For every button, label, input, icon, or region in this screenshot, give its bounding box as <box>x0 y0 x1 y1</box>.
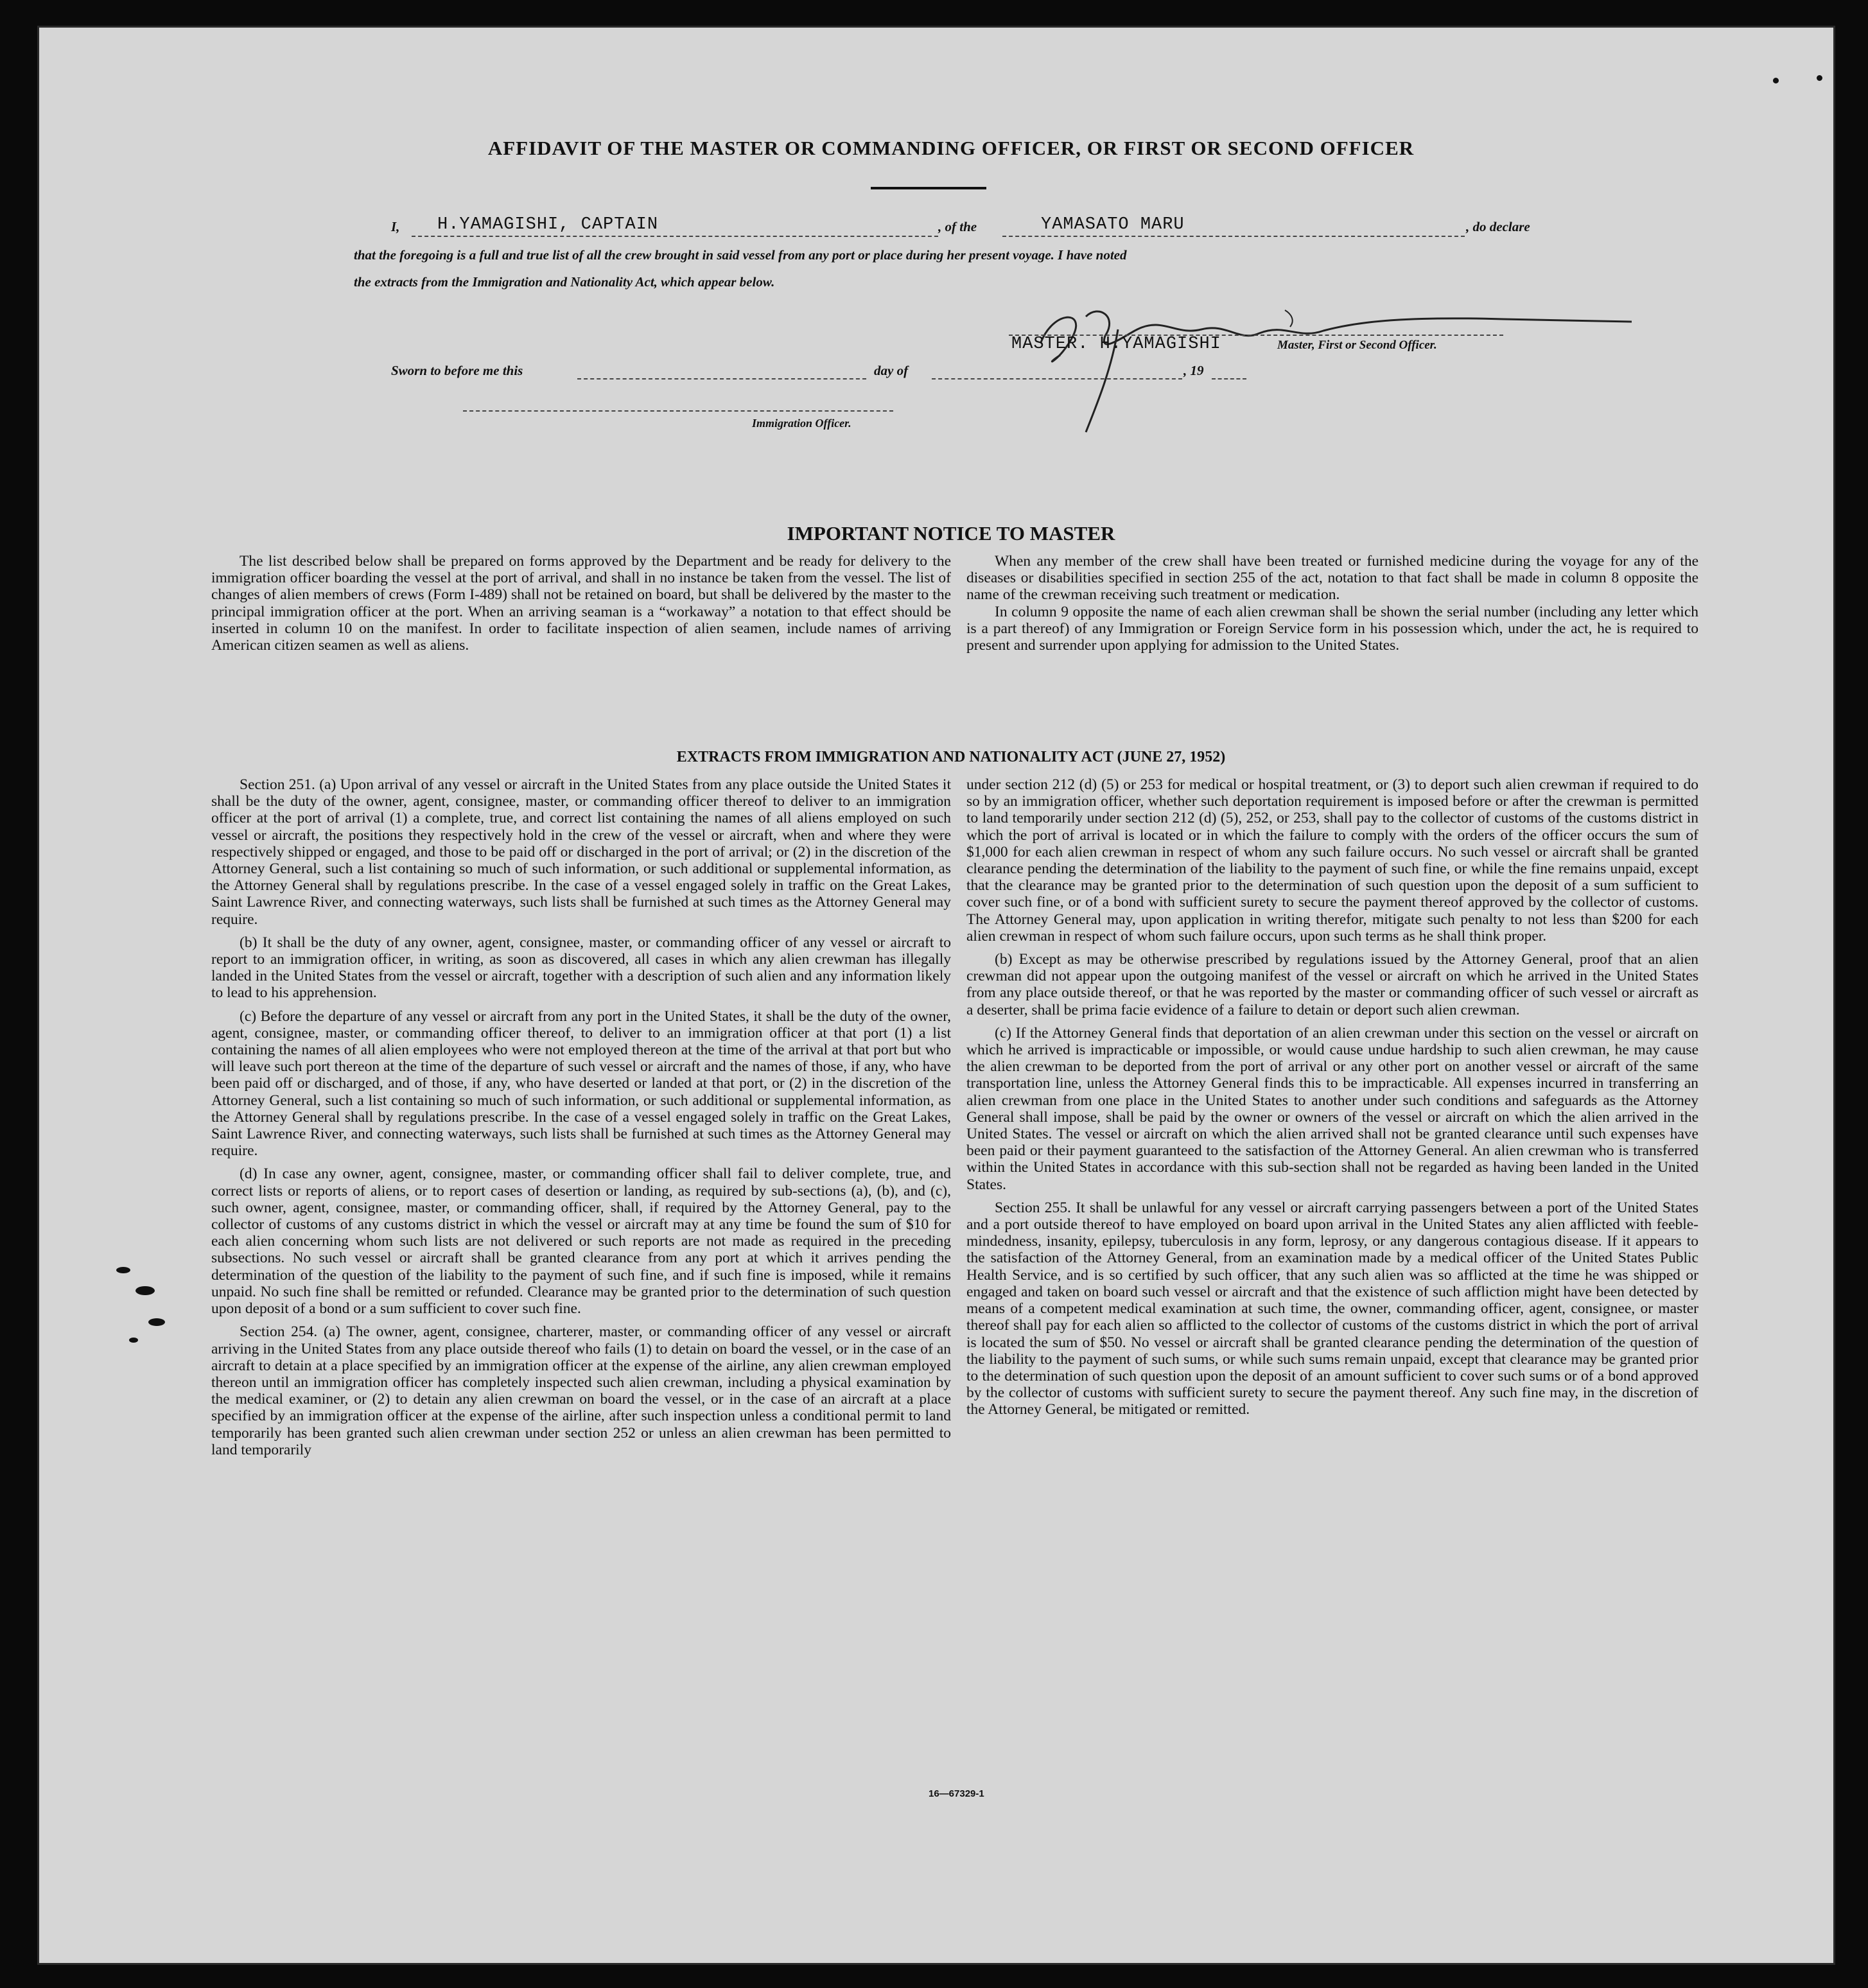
scan-speck <box>1773 78 1779 83</box>
scan-speck <box>1817 75 1822 81</box>
signature-typed: MASTER. H.YAMAGISHI <box>1011 335 1221 354</box>
i-label: I, <box>391 219 400 234</box>
section-255: Section 255. It shall be unlawful for any vessel or aircraft carrying passengers between a port of the United States and a port outside thereof to have employed on board upon arrival in the United States any alien afflicted with feeble-mindedness, insanity, epilepsy, tuberculosis in any form, leprosy, or any dangerous contagious disease. If it appears to the satisfaction of the Attorney General, from an examination made by a medical officer of the United States Public Health Service, and is so certified by such officer, that any such alien was so afflicted at the time he was shipped or engaged and taken on board such vessel or aircraft and that the existence of such affliction might have been detected by means of a competent medical examination at such time, the owner, commanding officer, agent, consignee, or master thereof shall pay for each alien so afflicted to the collector of customs of the customs district in which the port of arrival is located the sum of $50. No vessel or aircraft shall be granted clearance pending the determination of the question of the liability to the payment of such sums, or while such sums remain unpaid, except that clearance may be granted prior to the determination of such question upon the deposit of an amount sufficient to cover such sums or of a bond approved by the collector of customs with sufficient surety to secure the payment thereof. Any such fine may, in the discretion of the Attorney General, be mitigated or remitted. <box>966 1199 1698 1418</box>
declarant-typed: H.YAMAGISHI, CAPTAIN <box>437 215 659 234</box>
notice-left-column <box>211 553 951 654</box>
notice-right-paragraph-1: When any member of the crew shall have been treated or furnished medicine during the voyage for any of the diseases or disabilities specified in section 255 of the act, notation to that fact shall be made in column 8 opposite the name of the crewman receiving such treatment or medication. <box>966 553 1698 604</box>
ink-smudge <box>129 1338 138 1343</box>
notice-right-column <box>966 553 1698 654</box>
section-251b: (b) It shall be the duty of any owner, agent, consignee, master, or commanding officer of any vessel or aircraft to report to an immigration officer, in writing, as soon as discovered, all cases in which any alien crewman has illegally landed in the United States from the vessel or aircraft, together with a description of such alien and any information likely to lead to his apprehension. <box>211 934 951 1002</box>
declaration-line-3: the extracts from the Immigration and Nationality Act, which appear below. <box>354 274 775 290</box>
ink-smudge <box>116 1267 130 1273</box>
title-underline <box>871 187 986 189</box>
ink-smudge <box>148 1318 165 1326</box>
sworn-year-blank <box>1212 378 1246 379</box>
extracts-left-column <box>211 776 951 1465</box>
section-254a: Section 254. (a) The owner, agent, consignee, charterer, master, or commanding officer of any vessel or aircraft arriving in the United States from any place outside thereof who fails (1) to detain on board the vessel, or in the case of an aircraft to detain at a place specified by an immigration officer at the expense of the airline, any alien crewman employed thereon until an immigration officer has completely inspected such alien crewman, including a physical examination by the medical examiner, or (2) to detain any alien crewman on board the vessel, or in the case of an aircraft at a place specified by an immigration officer at the expense of the airline, after such inspection unless a conditional permit to land temporarily has been granted such alien crewman under section 252 or unless an alien crewman has been permitted to land temporarily <box>211 1323 951 1458</box>
ink-smudge <box>135 1286 155 1295</box>
extracts-right-column <box>966 776 1698 1425</box>
sworn-label: Sworn to before me this <box>391 363 523 378</box>
vessel-typed: YAMASATO MARU <box>1041 215 1185 234</box>
form-number: 16—67329-1 <box>929 1788 984 1799</box>
signature-caption: Master, First or Second Officer. <box>1277 338 1437 352</box>
of-the-label: , of the <box>938 219 977 234</box>
sworn-day-blank <box>577 378 866 379</box>
sworn-month-blank <box>932 378 1182 379</box>
affidavit-title: AFFIDAVIT OF THE MASTER OR COMMANDING OFFICER, OR FIRST OR SECOND OFFICER <box>487 137 1415 159</box>
officer-caption: Immigration Officer. <box>752 417 851 430</box>
document-page <box>37 26 1835 1965</box>
section-251a: Section 251. (a) Upon arrival of any vessel or aircraft in the United States from any place outside the United States it shall be the duty of the owner, agent, consignee, master, or commanding officer thereof to deliver to an immigration officer at the port of arrival (1) a complete, true, and correct list containing the names of all aliens employed on such vessel or aircraft, the positions they respectively hold in the crew of the vessel or aircraft, when and where they were respectively shipped or engaged, and those to be paid off or discharged in the port of arrival; or (2) in the discretion of the Attorney General, such a list containing so much of such information, or such additional or supplemental information, as the Attorney General shall by regulations prescribe. In the case of a vessel engaged solely in traffic on the Great Lakes, Saint Lawrence River, and connecting waterways, such lists shall be furnished at such times as the Attorney General may require. <box>211 776 951 928</box>
notice-title: IMPORTANT NOTICE TO MASTER <box>787 522 1115 545</box>
vessel-blank <box>1002 236 1465 237</box>
officer-signature-blank <box>463 410 893 412</box>
declaration-line-2: that the foregoing is a full and true list of all the crew brought in said vessel from any port or place during her present voyage. I have noted <box>354 247 1127 263</box>
declarant-blank <box>412 236 938 237</box>
section-254b: (b) Except as may be otherwise prescribed by regulations issued by the Attorney General, proof that an alien crewman did not appear upon the outgoing manifest of the vessel or aircraft on which he arrived in the United States from any place outside thereof, or that he was reported by the master or commanding officer of such vessel or aircraft as a deserter, shall be prima facie evidence of a failure to detain or deport such alien crewman. <box>966 951 1698 1018</box>
section-251c: (c) Before the departure of any vessel or aircraft from any port in the United States, it shall be the duty of the owner, agent, consignee, master, or commanding officer thereof, to deliver to an immigration officer at that port (1) a list containing the names of all alien employees who were not employed thereon at the time of the arrival at that port but who will leave such port thereon at the time of the departure of such vessel or aircraft and the names of those, if any, who have been paid off or discharged, and of those, if any, who have deserted or landed at that port, or (2) in the discretion of the Attorney General, such a list containing so much of such information, or such additional or supplemental information, as the Attorney General shall by regulations prescribe. In the case of a vessel engaged solely in traffic on the Great Lakes, Saint Lawrence River, and connecting waterways, such lists shall be furnished at such times as the Attorney General may require. <box>211 1007 951 1160</box>
year-label: , 19 <box>1183 363 1204 378</box>
handwritten-signature <box>1015 291 1645 439</box>
notice-left-paragraph: The list described below shall be prepared on forms approved by the Department and be ready for delivery to the immigration officer boarding the vessel at the port of arrival, and shall in no instance be taken from the vessel. The list of changes of alien members of crews (Form I-489) shall not be retained on board, but shall be delivered by the master to the principal immigration officer at the port. When an arriving seaman is a “workaway” a notation to that effect should be inserted in column 10 on the manifest. In order to facilitate inspection of alien seamen, include names of arriving American citizen seamen as well as aliens. <box>211 553 951 654</box>
section-254c: (c) If the Attorney General finds that deportation of an alien crewman under this section on the vessel or aircraft on which he arrived is impracticable or impossible, or would cause undue hardship to such alien crewman, he may cause the alien crewman to be deported from the port of arrival or any other port on another vessel or aircraft of the same transportation line, unless the Attorney General finds this to be impracticable. All expenses incurred in transferring an alien crewman from one place in the United States to another under such conditions and safeguards as the Attorney General shall impose, shall be paid by the owner or owners of the vessel or aircraft on which the alien arrived in the United States. The vessel or aircraft on which the alien arrived shall not be granted clearance until such expenses have been paid or their payment guaranteed to the satisfaction of the Attorney General. An alien crewman who is transferred within the United States in accordance with this sub-section shall not be regarded as having been landed in the United States. <box>966 1024 1698 1193</box>
section-251d: (d) In case any owner, agent, consignee, master, or commanding officer shall fail to deliver complete, true, and correct lists or reports of aliens, or to report cases of desertion or landing, as required by sub-sections (a), (b), and (c), such owner, agent, consignee, master, or commanding officer, shall, if required by the Attorney General, pay to the collector of customs of any customs district in which the vessel or aircraft may at any time be found the sum of $10 for each alien concerning whom such lists are not delivered or such reports are not made as required in the preceding subsections. No such vessel or aircraft shall be granted clearance from any port at which it arrives pending the determination of the question of the liability to the payment of such fine, and if such fine is imposed, while it remains unpaid. No such fine shall be remitted or refunded. Clearance may be granted prior to the determination of such question upon deposit of a bond or a sum sufficient to cover such fine. <box>211 1165 951 1318</box>
extracts-title: EXTRACTS FROM IMMIGRATION AND NATIONALITY ACT (JUNE 27, 1952) <box>676 749 1226 765</box>
notice-right-paragraph-2: In column 9 opposite the name of each alien crewman shall be shown the serial number (including any letter which is a part thereof) of any Immigration or Foreign Service form in his possession which, under the act, he is required to present and surrender upon applying for admission to the United States. <box>966 603 1698 654</box>
section-254a-continued: under section 212 (d) (5) or 253 for medical or hospital treatment, or (3) to deport such alien crewman if required to do so by an immigration officer, whether such deportation requirement is imposed before or after the crewman is permitted to land temporarily under section 212 (d) (5), 252, or 253, shall pay to the collector of customs of the customs district in which the port of arrival is located or in which the failure to comply with the orders of the officer occurs the sum of $1,000 for each alien crewman in respect of whom any such failure occurs. No such vessel or aircraft shall be granted clearance pending the determination of the liability to the payment of such fine, or while the fine remains unpaid, except that the clearance may be granted prior to the determination of such question upon the deposit of a sum sufficient to cover such fine, or of a bond with sufficient surety to secure the payment thereof approved by the collector of customs. The Attorney General may, upon application in writing therefor, mitigate such penalty to not less than $200 for each alien crewman in respect of whom such failure occurs, upon such terms as he shall think proper. <box>966 776 1698 945</box>
do-declare-label: , do declare <box>1466 219 1530 234</box>
day-of-label: day of <box>874 363 909 378</box>
